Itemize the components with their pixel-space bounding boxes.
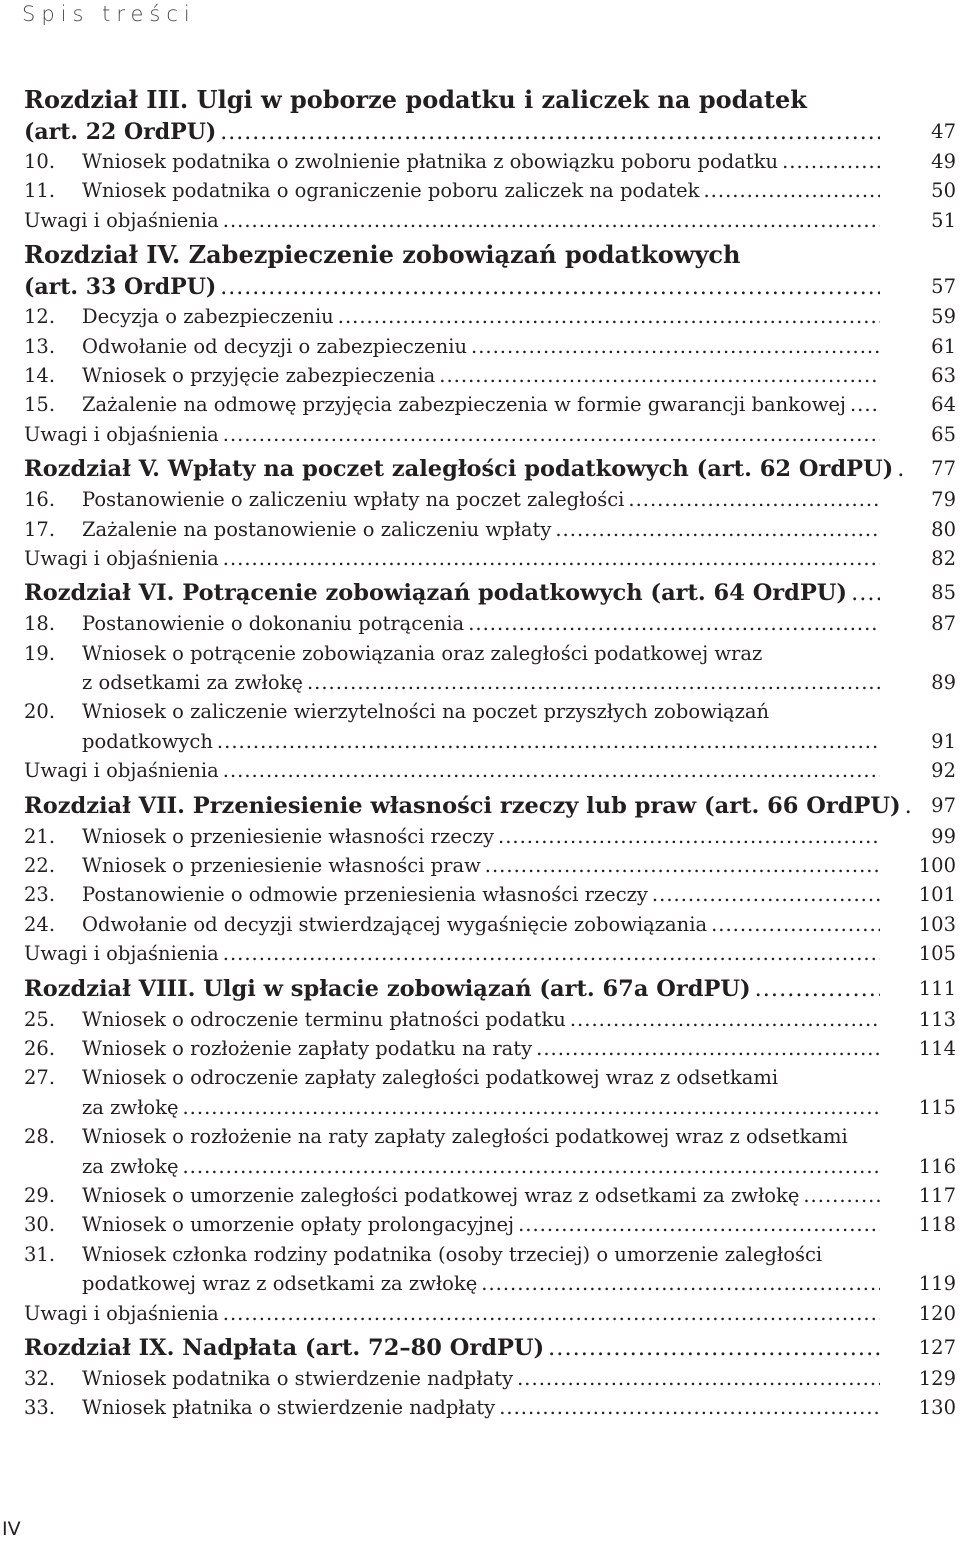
entry-number: 18. [24, 612, 56, 636]
page-number-ref: 50 [931, 179, 956, 203]
entry-title: Wniosek podatnika o stwierdzenie nadpłaty [82, 1366, 514, 1390]
entry-title: Uwagi i objaśnienia [24, 759, 219, 783]
dot-leader [338, 302, 880, 331]
chapter-heading-cont [0, 272, 960, 302]
entry-number: 17. [24, 517, 56, 541]
toc-entry [0, 1393, 960, 1422]
toc-line [24, 302, 880, 331]
toc-line [24, 791, 901, 821]
toc-entry [0, 361, 960, 390]
dot-leader [223, 206, 880, 235]
page-number-ref: 100 [918, 854, 956, 878]
dot-leader [628, 485, 880, 514]
toc-line [24, 1152, 880, 1181]
page-number-ref: 105 [918, 942, 956, 966]
dot-leader [703, 176, 880, 205]
dot-leader [782, 147, 880, 176]
toc-line [24, 238, 880, 272]
toc-line [24, 454, 894, 484]
dot-leader [536, 1034, 880, 1063]
dot-leader [485, 851, 880, 880]
entry-title: Uwagi i objaśnienia [24, 422, 219, 446]
toc-entry [0, 176, 960, 205]
notes-entry [0, 206, 960, 235]
toc-line [24, 544, 880, 573]
dot-leader [499, 1393, 880, 1422]
toc-entry [0, 1210, 960, 1239]
entry-title: Odwołanie od decyzji o zabezpieczeniu [82, 334, 468, 358]
entry-number: 30. [24, 1213, 56, 1237]
page-number-ref: 79 [931, 488, 956, 512]
dot-leader [471, 332, 880, 361]
toc-line [24, 974, 880, 1004]
chapter-heading [0, 578, 960, 608]
notes-entry [0, 420, 960, 449]
page-number-ref: 103 [918, 912, 956, 936]
entry-title: podatkowej wraz z odsetkami za zwłokę [82, 1272, 478, 1296]
page-number-ref: 117 [918, 1183, 956, 1207]
dot-leader [182, 1152, 880, 1181]
entry-number: 11. [24, 179, 56, 203]
page-number-ref: 87 [931, 612, 956, 636]
page-header: Spis treści [22, 2, 196, 26]
toc-line [24, 1063, 880, 1092]
entry-title: Zażalenie na odmowę przyjęcia zabezpieczenia w formie gwarancji bankowej [82, 393, 846, 417]
page-number-ref: 82 [931, 546, 956, 570]
page-number-ref: 89 [931, 671, 956, 695]
entry-number: 28. [24, 1125, 56, 1149]
page-number-ref: 92 [931, 759, 956, 783]
toc-line [24, 1093, 880, 1122]
entry-number: 15. [24, 393, 56, 417]
page-number-ref: 51 [931, 208, 956, 232]
toc-entry [0, 822, 960, 851]
toc-line [24, 1122, 880, 1151]
toc-entry [0, 1364, 960, 1393]
toc-line [24, 176, 880, 205]
toc-line [24, 1005, 880, 1034]
toc-entry [0, 390, 960, 419]
entry-title: z odsetkami za zwłokę [82, 671, 303, 695]
entry-title: Rozdział V. Wpłaty na poczet zaległości podatkowych (art. 62 OrdPU) [24, 456, 894, 483]
toc-line [24, 272, 880, 303]
toc-line [24, 1210, 880, 1239]
page-number-ref: 49 [931, 150, 956, 173]
toc-line [24, 668, 880, 697]
entry-title: Wniosek płatnika o stwierdzenie nadpłaty [82, 1396, 496, 1420]
dot-leader [182, 1093, 880, 1122]
toc-entry [0, 1240, 960, 1269]
dot-leader [548, 1333, 880, 1363]
entry-title: Wniosek o odroczenie zapłaty zaległości podatkowej wraz z odsetkami [82, 1066, 779, 1090]
dot-leader [223, 756, 880, 785]
page-number-ref: 61 [931, 334, 956, 358]
entry-number: 27. [24, 1066, 56, 1090]
page-number-ref: 114 [918, 1036, 956, 1060]
toc-line [24, 206, 880, 235]
toc-line [24, 1393, 880, 1422]
entry-number: 24. [24, 912, 56, 936]
entry-title: Wniosek o rozłożenie zapłaty podatku na raty [82, 1036, 533, 1060]
page-number-ref: 130 [918, 1396, 956, 1420]
entry-title: Rozdział VI. Potrącenie zobowiązań podatkowych (art. 64 OrdPU) [24, 580, 848, 607]
entry-title: Postanowienie o dokonaniu potrącenia [82, 612, 465, 636]
dot-leader [850, 390, 880, 419]
toc-line [24, 851, 880, 880]
entry-title: Wniosek o przeniesienie własności rzeczy [82, 824, 495, 848]
entry-title: Wniosek o umorzenie zaległości podatkowej wraz z odsetkami za zwłokę [82, 1183, 800, 1207]
entry-number: 23. [24, 883, 56, 907]
entry-number: 31. [24, 1242, 56, 1266]
toc-line [24, 939, 880, 968]
toc-line [24, 880, 880, 909]
chapter-heading-cont [0, 117, 960, 147]
page-number-ref: 99 [931, 824, 956, 848]
chapter-heading [0, 238, 960, 272]
toc-entry [0, 1122, 960, 1151]
entry-number: 12. [24, 305, 56, 329]
chapter-heading [0, 454, 960, 484]
toc-line [24, 117, 880, 148]
page-number-ref: 119 [918, 1272, 956, 1296]
toc-entry-cont [0, 727, 960, 756]
toc-line [24, 1364, 880, 1393]
page-number-ref: 85 [931, 581, 956, 605]
entry-title: Postanowienie o odmowie przeniesienia własności rzeczy [82, 883, 648, 907]
chapter-heading [0, 1333, 960, 1363]
page-number-ref: 65 [931, 422, 956, 446]
entry-number: 14. [24, 363, 56, 387]
entry-title: Wniosek o odroczenie terminu płatności podatku [82, 1007, 566, 1031]
dot-leader [498, 822, 880, 851]
page-number-ref: 111 [918, 976, 956, 1000]
entry-title: Wniosek podatnika o ograniczenie poboru zaliczek na podatek [82, 179, 700, 203]
toc-entry [0, 1005, 960, 1034]
dot-leader [755, 974, 880, 1004]
toc-entry [0, 147, 960, 176]
entry-number: 19. [24, 641, 56, 665]
toc-entry-cont [0, 1093, 960, 1122]
dot-leader [518, 1210, 880, 1239]
toc-entry-cont [0, 1152, 960, 1181]
dot-leader [220, 273, 880, 303]
page-number-ref: 57 [931, 275, 956, 299]
chapter-heading [0, 974, 960, 1004]
page-number-ref: 116 [918, 1154, 956, 1178]
page-number-ref: 91 [931, 729, 956, 753]
dot-leader [652, 880, 880, 909]
entry-number: 22. [24, 854, 56, 878]
entry-number: 32. [24, 1366, 56, 1390]
chapter-heading [0, 791, 960, 821]
toc-line [24, 697, 880, 726]
entry-title: Uwagi i objaśnienia [24, 546, 219, 570]
entry-number: 21. [24, 824, 56, 848]
page-number-ref: 97 [931, 793, 956, 817]
toc-line [24, 1181, 880, 1210]
toc-entry [0, 609, 960, 638]
entry-number: 16. [24, 488, 56, 512]
dot-leader [217, 727, 880, 756]
entry-title: Wniosek członka rodziny podatnika (osoby trzeciej) o umorzenie zaległości [82, 1242, 823, 1266]
toc-line [24, 83, 880, 117]
toc-line [24, 147, 880, 176]
toc-line [24, 1269, 880, 1298]
page-number-ref: 113 [918, 1007, 956, 1031]
dot-leader [481, 1269, 880, 1298]
toc-entry [0, 1063, 960, 1092]
toc-entry [0, 515, 960, 544]
entry-title: Odwołanie od decyzji stwierdzającej wygaśnięcie zobowiązania [82, 912, 708, 936]
entry-number: 33. [24, 1396, 56, 1420]
toc-entry [0, 332, 960, 361]
toc-entry [0, 485, 960, 514]
entry-title: Rozdział III. Ulgi w poborze podatku i zaliczek na podatek [24, 85, 807, 114]
page-number-ref: 63 [931, 363, 956, 387]
page-number-ref: 115 [918, 1095, 956, 1119]
dot-leader [517, 1364, 880, 1393]
entry-title: Uwagi i objaśnienia [24, 208, 219, 232]
entry-title: Wniosek o rozłożenie na raty zapłaty zaległości podatkowej wraz z odsetkami [82, 1125, 848, 1149]
page-number-ref: 77 [931, 457, 956, 481]
toc-line [24, 578, 880, 608]
toc-entry [0, 1181, 960, 1210]
toc-entry [0, 697, 960, 726]
dot-leader [223, 420, 880, 449]
entry-title: Postanowienie o zaliczeniu wpłaty na poczet zaległości [82, 488, 625, 512]
entry-title: Rozdział IV. Zabezpieczenie zobowiązań podatkowych [24, 240, 741, 270]
page-number-ref: 80 [931, 517, 956, 541]
entry-number: 26. [24, 1036, 56, 1060]
page-number-ref: 101 [918, 883, 956, 907]
entry-title: (art. 22 OrdPU) [24, 119, 217, 145]
toc-entry-cont [0, 668, 960, 697]
toc-line [24, 910, 880, 939]
toc-line [24, 1299, 880, 1328]
toc-line [24, 332, 880, 361]
page-number-ref: 47 [931, 120, 956, 143]
dot-leader [439, 361, 880, 390]
toc-line [24, 1333, 880, 1363]
entry-number: 13. [24, 334, 56, 358]
dot-leader [220, 118, 880, 148]
toc-line [24, 727, 880, 756]
entry-title: Rozdział VIII. Ulgi w spłacie zobowiązań (art. 67a OrdPU) [24, 975, 751, 1002]
entry-title: Uwagi i objaśnienia [24, 942, 219, 966]
entry-title: Wniosek o przyjęcie zabezpieczenia [82, 363, 436, 387]
entry-title: podatkowych [82, 729, 213, 753]
entry-title: Wniosek o umorzenie opłaty prolongacyjnej [82, 1213, 515, 1237]
entry-title: Wniosek podatnika o zwolnienie płatnika z obowiązku poboru podatku [82, 150, 779, 173]
toc-line [24, 420, 880, 449]
dot-leader [555, 515, 880, 544]
page-number-ref: 120 [918, 1301, 956, 1325]
entry-number: 29. [24, 1183, 56, 1207]
toc-entry [0, 639, 960, 668]
dot-leader [223, 939, 880, 968]
chapter-heading [0, 83, 960, 117]
entry-title: Rozdział VII. Przeniesienie własności rzeczy lub praw (art. 66 OrdPU) [24, 792, 901, 819]
toc-line [24, 390, 880, 419]
page-number-ref: 129 [918, 1366, 956, 1390]
entry-number: 25. [24, 1007, 56, 1031]
dot-leader [223, 544, 880, 573]
entry-title: Decyzja o zabezpieczeniu [82, 305, 334, 329]
toc-line [24, 1034, 880, 1063]
toc-line [24, 1240, 880, 1269]
dot-leader [570, 1005, 880, 1034]
entry-number: 20. [24, 700, 56, 724]
toc-entry [0, 880, 960, 909]
toc-entry [0, 302, 960, 331]
entry-title: Uwagi i objaśnienia [24, 1301, 219, 1325]
toc-line [24, 756, 880, 785]
dot-leader [468, 609, 880, 638]
dot-leader [803, 1181, 880, 1210]
dot-leader [223, 1299, 880, 1328]
entry-title: Wniosek o potrącenie zobowiązania oraz zaległości podatkowej wraz [82, 641, 763, 665]
notes-entry [0, 1299, 960, 1328]
page-number-ref: 127 [918, 1335, 956, 1359]
page-number-ref: 64 [931, 393, 956, 417]
toc-line [24, 639, 880, 668]
notes-entry [0, 756, 960, 785]
page-number: IV [2, 1518, 21, 1540]
toc-line [24, 361, 880, 390]
page-number-ref: 59 [931, 305, 956, 329]
toc-entry [0, 1034, 960, 1063]
entry-title: Wniosek o zaliczenie wierzytelności na poczet przyszłych zobowiązań [82, 700, 770, 724]
dot-leader [711, 910, 880, 939]
toc-line [24, 609, 880, 638]
dot-leader [851, 578, 880, 608]
entry-title: (art. 33 OrdPU) [24, 274, 217, 301]
entry-title: za zwłokę [82, 1095, 179, 1119]
toc-entry [0, 851, 960, 880]
entry-title: Rozdział IX. Nadpłata (art. 72–80 OrdPU) [24, 1334, 545, 1361]
toc-line [24, 485, 880, 514]
table-of-contents [0, 80, 960, 1423]
toc-line [24, 822, 880, 851]
page-number-ref: 118 [918, 1213, 956, 1237]
entry-title: Zażalenie na postanowienie o zaliczeniu wpłaty [82, 517, 552, 541]
dot-leader [307, 668, 880, 697]
toc-entry-cont [0, 1269, 960, 1298]
entry-title: za zwłokę [82, 1154, 179, 1178]
toc-entry [0, 910, 960, 939]
entry-number: 10. [24, 150, 56, 173]
entry-title: Wniosek o przeniesienie własności praw [82, 854, 481, 878]
toc-line [24, 515, 880, 544]
notes-entry [0, 939, 960, 968]
notes-entry [0, 544, 960, 573]
